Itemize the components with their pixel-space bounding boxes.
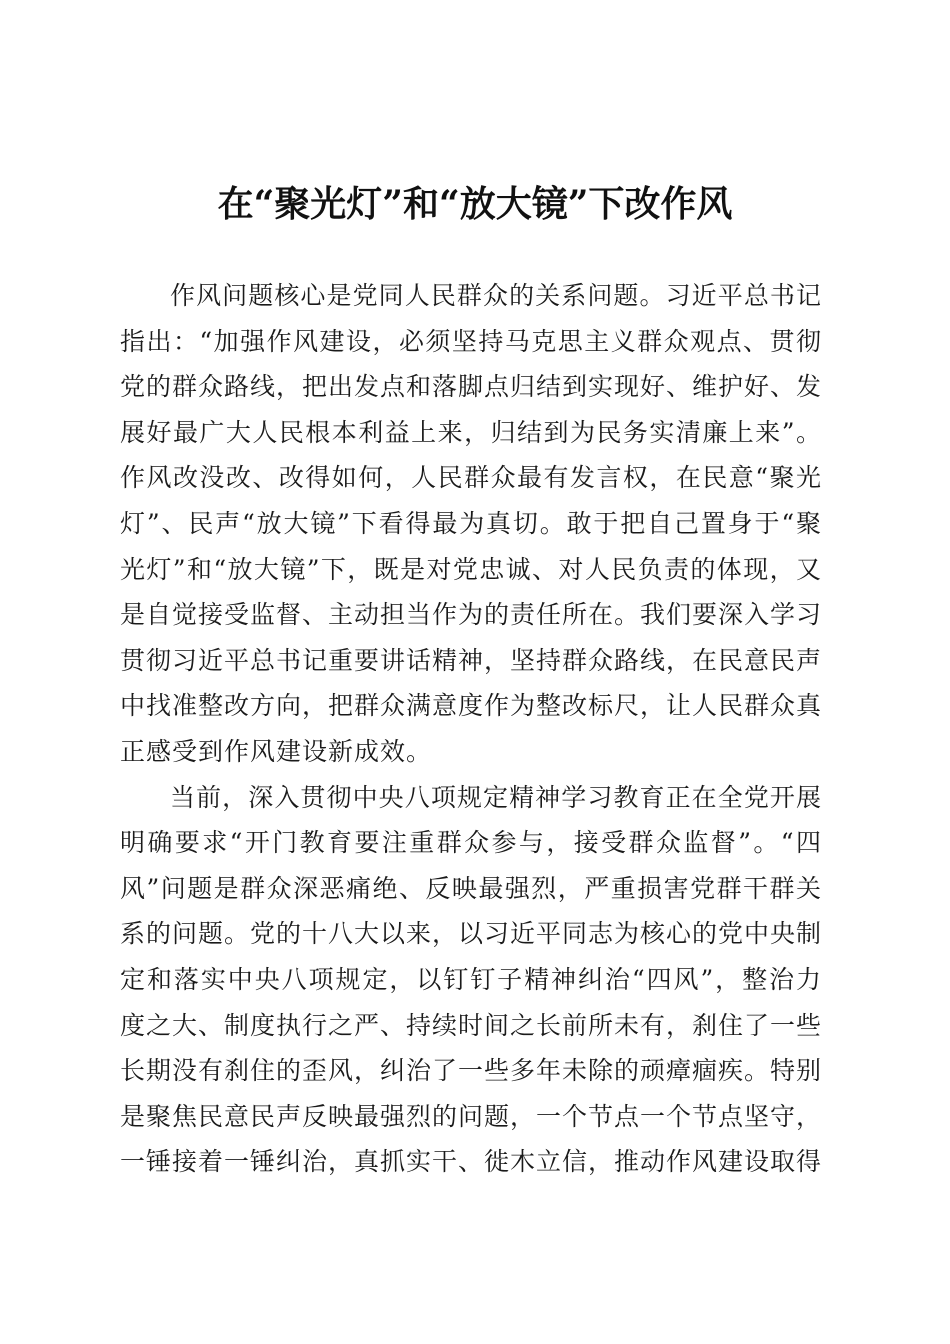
paragraph: 当前，深入贯彻中央八项规定精神学习教育正在全党开展明确要求“开门教育要注重群众参与，接受群众监督”。“四风”问题是群众深恶痛绝、反映最强烈，严重损害党群干群关系的问题。党的十八大以来，以习近平同志为核心的党中央制定和落实中央八项规定，以钉钉子精神纠治“四风”，整治力度之大、制度执行之严、持续时间之长前所未有，刹住了一些长期没有刹住的歪风，纠治了一些多年未除的顽瘴痼疾。特别是聚焦民意民声反映最强烈的问题，一个节点一个节点坚守，一锤接着一锤纠治，真抓实干、徙木立信，推动作风建设取得 [120, 782, 823, 1177]
paragraph: 作风问题核心是党同人民群众的关系问题。习近平总书记指出：“加强作风建设，必须坚持马克思主义群众观点、贯彻党的群众路线，把出发点和落脚点归结到实现好、维护好、发展好最广大人民根本利益上来，归结到为民务实清廉上来”。作风改没改、改得如何，人民群众最有发言权，在民意“聚光灯”、民声“放大镜”下看得最为真切。敢于把自己置身于“聚光灯”和“放大镜”下，既是对党忠诚、对人民负责的体现，又是自觉接受监督、主动担当作为的责任所在。我们要深入学习贯彻习近平总书记重要讲话精神，坚持群众路线，在民意民声中找准整改方向，把群众满意度作为整改标尺，让人民群众真正感受到作风建设新成效。 [120, 281, 823, 766]
document-title: 在“聚光灯”和“放大镜”下改作风 [217, 183, 733, 225]
document-body [120, 273, 822, 1185]
